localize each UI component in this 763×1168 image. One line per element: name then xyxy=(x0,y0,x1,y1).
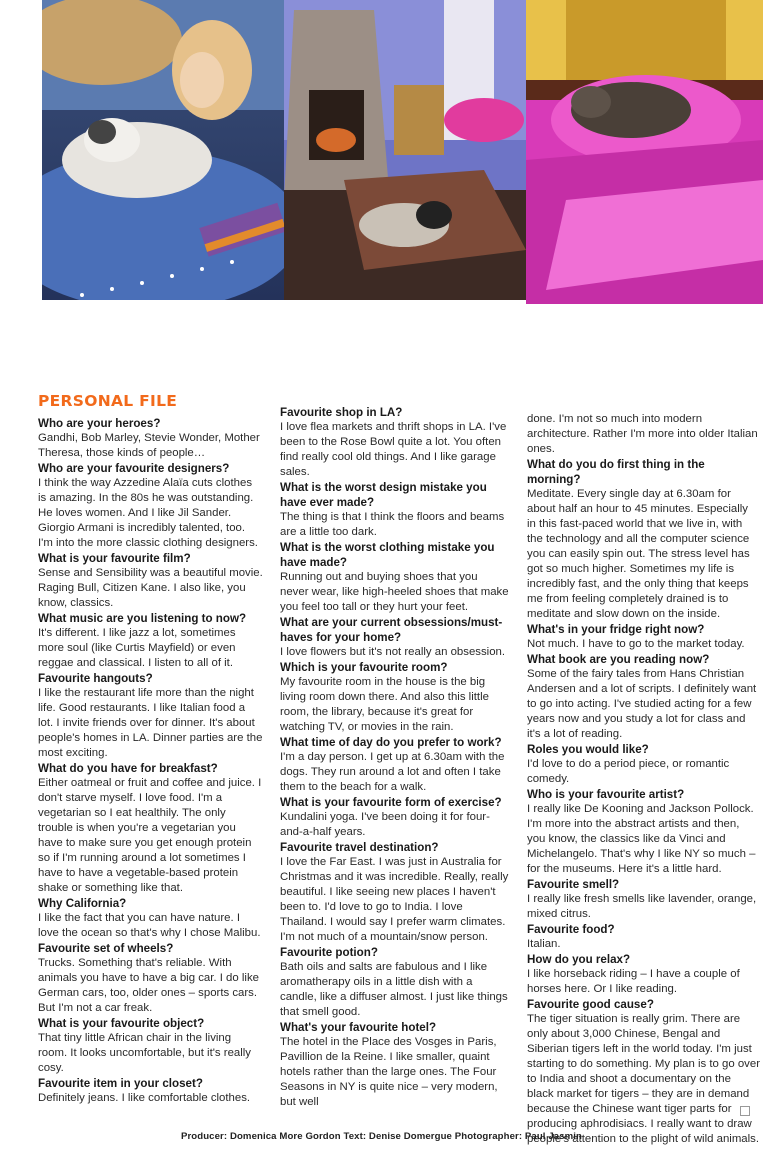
question: Favourite item in your closet? xyxy=(38,1077,203,1090)
qa-item xyxy=(527,952,760,997)
question: What is your favourite film? xyxy=(38,552,191,565)
answer: Not much. I have to go to the market today. xyxy=(527,638,745,650)
photo-living-room-fireplace xyxy=(284,0,526,300)
question: What is your favourite form of exercise? xyxy=(280,796,502,809)
answer: I think the way Azzedine Alaïa cuts clothes is amazing. In the 80s he was outstanding. He loves women. And I like Jil Sander. Giorgio Armani is incredibly talented, too. I'm into the more classic clothing designers. xyxy=(38,477,258,549)
qa-item xyxy=(38,611,263,671)
qa-item xyxy=(527,412,760,457)
answer: It's different. I like jazz a lot, sometimes more soul (like Curtis Mayfield) or even reggae and classical. I listen to all of it. xyxy=(38,627,236,669)
answer: I really like De Kooning and Jackson Pollock. I'm more into the abstract artists and then, you know, the classics like da Vinci and Michelangelo. That's why I like NY so much – for the museums. Here it's a little hard. xyxy=(527,803,756,875)
question: Favourite smell? xyxy=(527,878,620,891)
qa-item xyxy=(527,877,760,922)
question: Why California? xyxy=(38,897,127,910)
question: Favourite food? xyxy=(527,923,615,936)
question: What's in your fridge right now? xyxy=(527,623,705,636)
qa-item xyxy=(527,922,760,952)
qa-item xyxy=(38,1016,263,1076)
question: Favourite travel destination? xyxy=(280,841,439,854)
question: Favourite hangouts? xyxy=(38,672,153,685)
photo-woman-with-husky xyxy=(42,0,284,300)
question: Who is your favourite artist? xyxy=(527,788,685,801)
answer: Meditate. Every single day at 6.30am for about half an hour to 45 minutes. Especially in this fast-paced world that we live in, with the technology and all the computer science you can easily spin out. The stress level has got so much higher. Sometimes my life is incredibly fast, and the only thing that keeps me from feeling completely drained is to meditate and slow down on the inside. xyxy=(527,488,750,620)
qa-item xyxy=(38,461,263,551)
qa-item xyxy=(527,652,760,742)
photo-cat-on-pink-bed xyxy=(526,0,763,304)
answer: Bath oils and salts are fabulous and I like aromatherapy oils in a little dish with a candle, like a diffuser almost. I just like things that smell good. xyxy=(280,961,508,1018)
question: Favourite shop in LA? xyxy=(280,406,403,419)
answer: That tiny little African chair in the living room. It looks uncomfortable, but it's really cosy. xyxy=(38,1032,251,1074)
qa-item xyxy=(527,622,760,652)
answer: I'm a day person. I get up at 6.30am with the dogs. They run around a lot and often I take them to the beach for a walk. xyxy=(280,751,505,793)
question: What are your current obsessions/must-haves for your home? xyxy=(280,616,503,644)
answer: Running out and buying shoes that you never wear, like high-heeled shoes that make you feel too tall or they hurt your feet. xyxy=(280,571,509,613)
question: What do you have for breakfast? xyxy=(38,762,218,775)
qa-item xyxy=(38,941,263,1016)
qa-item xyxy=(38,896,263,941)
answer: The thing is that I think the floors and beams are a little too dark. xyxy=(280,511,505,538)
answer: Italian. xyxy=(527,938,561,950)
column-2 xyxy=(280,405,509,1110)
answer: I like horseback riding – I have a couple of horses here. Or I like reading. xyxy=(527,968,740,995)
qa-item xyxy=(280,1020,509,1110)
column-3 xyxy=(527,412,760,1147)
answer: My favourite room in the house is the big living room down there. And also this little room, the library, because it's great for watching TV, or movies in the rain. xyxy=(280,676,489,733)
question: Favourite potion? xyxy=(280,946,378,959)
question: Who are your favourite designers? xyxy=(38,462,230,475)
question: What is the worst design mistake you have ever made? xyxy=(280,481,487,509)
answer: The hotel in the Place des Vosges in Paris, Pavillion de la Reine. I like smaller, quaint hotels rather than the large ones. The Four Seasons in NY is quite nice – very modern, but well xyxy=(280,1036,498,1108)
credits-line: Producer: Domenica More Gordon Text: Denise Domergue Photographer: Paul Jasmin xyxy=(180,1131,583,1142)
question: What book are you reading now? xyxy=(527,653,710,666)
question: What is the worst clothing mistake you have made? xyxy=(280,541,495,569)
section-title: PERSONAL FILE xyxy=(38,392,178,410)
question: What do you do first thing in the morning? xyxy=(527,458,705,486)
question: What's your favourite hotel? xyxy=(280,1021,437,1034)
answer: The tiger situation is really grim. There are only about 3,000 Chinese, Bengal and Siberian tigers left in the world today. I'm just starting to do something. My plan is to go over to India and shoot a documentary on the black market for tigers – they are in demand because the Chinese want tiger parts for producing aphrodisiacs. I really want to draw people's attention to the plight of wild animals. xyxy=(527,1013,760,1145)
answer: Gandhi, Bob Marley, Stevie Wonder, Mother Theresa, those kinds of people… xyxy=(38,432,260,459)
question: Who are your heroes? xyxy=(38,417,161,430)
answer: I love the Far East. I was just in Australia for Christmas and it was incredible. Really, really beautiful. I like seeing new places I haven't been to. I'd love to go to India. I love Thailand. I would say I prefer warm climates. I'm not much of a mountain/snow person. xyxy=(280,856,509,943)
answer: Trucks. Something that's reliable. With animals you have to have a big car. I do like German cars, too, older ones – sports cars. But I'm not a car freak. xyxy=(38,957,259,1014)
qa-item xyxy=(280,735,509,795)
question: What is your favourite object? xyxy=(38,1017,205,1030)
qa-item xyxy=(527,997,760,1147)
answer: Either oatmeal or fruit and coffee and juice. I don't starve myself. I love food. I'm a vegetarian so I eat healthily. The only trouble is when you're a vegetarian you have to make sure you get enough protein so if I'm running around a lot sometimes I have to have a vegetable-based protein shake or something like that. xyxy=(38,777,262,894)
answer: Definitely jeans. I like comfortable clothes. xyxy=(38,1092,251,1104)
question: How do you relax? xyxy=(527,953,631,966)
answer: Some of the fairy tales from Hans Christian Andersen and a lot of scripts. I definitely want to go into acting. I've studied acting for a few years now and you study a lot for class and it's a lot of reading. xyxy=(527,668,757,740)
qa-item xyxy=(280,945,509,1020)
qa-item xyxy=(527,457,760,622)
qa-item xyxy=(280,540,509,615)
answer: Sense and Sensibility was a beautiful movie. Raging Bull, Citizen Kane. I also like, you know, classics. xyxy=(38,567,263,609)
qa-item xyxy=(280,795,509,840)
question: Which is your favourite room? xyxy=(280,661,448,674)
answer: I love flowers but it's not really an obsession. xyxy=(280,646,506,658)
qa-item xyxy=(38,1076,263,1106)
answer: I'd love to do a period piece, or romantic comedy. xyxy=(527,758,730,785)
qa-item xyxy=(527,742,760,787)
question: Favourite good cause? xyxy=(527,998,654,1011)
qa-item xyxy=(38,416,263,461)
column-1 xyxy=(38,392,263,1106)
question: What music are you listening to now? xyxy=(38,612,247,625)
qa-item xyxy=(527,787,760,877)
photo-strip xyxy=(0,0,763,306)
answer: I love flea markets and thrift shops in LA. I've been to the Rose Bowl quite a lot. You often find really cool old things. And I like garage sales. xyxy=(280,421,507,478)
qa-item xyxy=(280,660,509,735)
qa-item xyxy=(280,405,509,480)
question: Favourite set of wheels? xyxy=(38,942,174,955)
qa-item xyxy=(38,761,263,896)
question: What time of day do you prefer to work? xyxy=(280,736,502,749)
qa-item xyxy=(38,551,263,611)
answer: I like the restaurant life more than the night life. Good restaurants. I like Italian food a lot. I invite friends over for dinner. It's about people's homes in LA. Dinner parties are the most exciting. xyxy=(38,687,263,759)
qa-item xyxy=(280,615,509,660)
qa-item xyxy=(280,480,509,540)
answer: Kundalini yoga. I've been doing it for four-and-a-half years. xyxy=(280,811,490,838)
answer-continued: done. I'm not so much into modern architecture. Rather I'm more into older Italian ones. xyxy=(527,413,758,455)
qa-item xyxy=(38,671,263,761)
question: Roles you would like? xyxy=(527,743,649,756)
end-mark-icon xyxy=(740,1106,750,1116)
answer: I really like fresh smells like lavender, orange, mixed citrus. xyxy=(527,893,757,920)
answer: I like the fact that you can have nature. I love the ocean so that's why I chose Malibu. xyxy=(38,912,261,939)
qa-item xyxy=(280,840,509,945)
